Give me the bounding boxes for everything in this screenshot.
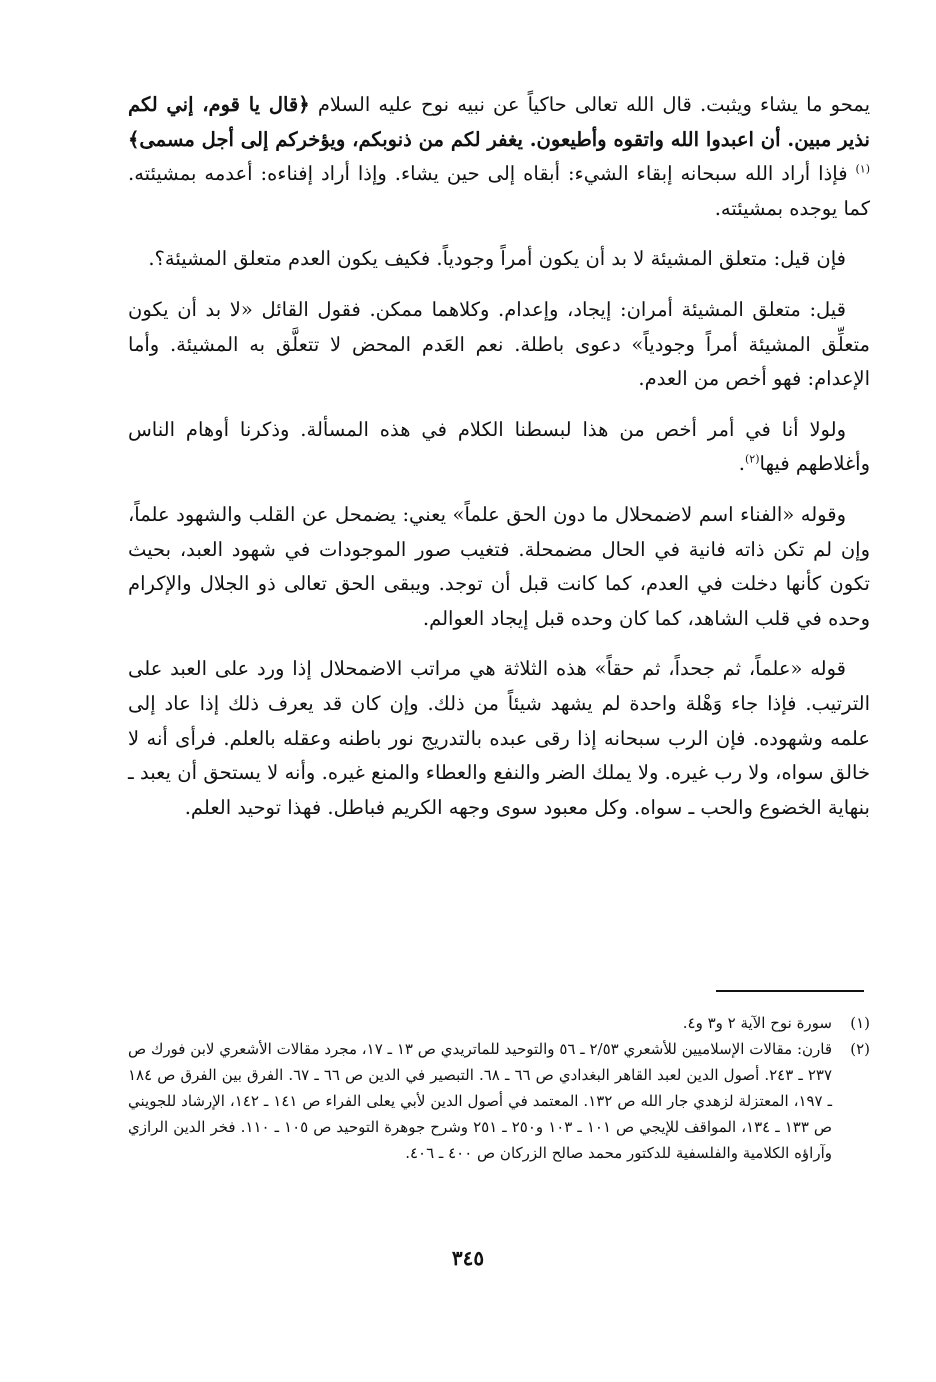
paragraph-1 <box>128 88 870 226</box>
paragraph-4-text-end: . <box>738 452 745 476</box>
page-number: ٣٤٥ <box>451 1246 485 1270</box>
paragraph-5-text: وقوله «الفناء اسم لاضمحلال ما دون الحق علماً» يعني: يضمحل عن القلب والشهود علماً، وإن لم تكن ذاته فانية في الحال مضمحلة. فتغيب صور الموجودات في شهود العبد، بحيث تكون كأنها دخلت في العدم، كما كانت قبل أن توجد. ويبقى الحق تعالى ذو الجلال والإكرام وحده في قلب الشاهد، كما كان وحده قبل إيجاد العوالم. <box>128 502 870 630</box>
paragraph-5 <box>128 498 870 636</box>
main-text-body <box>128 88 870 841</box>
paragraph-3 <box>128 293 870 397</box>
footnote-1 <box>128 1010 870 1036</box>
footnotes <box>128 1010 870 1166</box>
paragraph-6 <box>128 652 870 825</box>
paragraph-6-text: قوله «علماً، ثم جحداً، ثم حقاً» هذه الثلاثة هي مراتب الاضمحلال إذا ورد على العبد على الترتيب. فإذا جاء وَهْلة واحدة لم يشهد شيئاً من ذلك. وإن كان قد يعرف ذلك إذا عاد إلى علمه وشهوده. فإن الرب سبحانه إذا رقى عبده بالتدريج نور باطنه وعقله بالعلم. فرأى أنه لا خالق سواه، ولا رب غيره. ولا يملك الضر والنفع والعطاء والمنع غيره. وأنه لا يستحق أن يعبد ـ بنهاية الخضوع والحب ـ سواه. وكل معبود سوى وجهه الكريم فباطل. فهذا توحيد العلم. <box>128 657 870 819</box>
paragraph-2 <box>128 242 870 277</box>
footnote-separator <box>716 990 864 992</box>
paragraph-3-text: قيل: متعلق المشيئة أمران: إيجاد، وإعدام. وكلاهما ممكن. فقول القائل «لا بد أن يكون متعلِّق المشيئة أمراً وجودياً» دعوى باطلة. نعم العَدم المحض لا تتعلَّق به المشيئة. وأما الإعدام: فهو أخص من العدم. <box>128 297 870 391</box>
footnote-ref-1: (١) <box>855 162 870 176</box>
quran-verse: ﴿قال يا قوم، إني لكم نذير مبين. أن اعبدوا الله واتقوه وأطيعون. يغفر لكم من ذنوبكم، ويؤخركم إلى أجل مسمى﴾ <box>128 93 870 151</box>
footnote-2-text: قارن: مقالات الإسلاميين للأشعري ٢/٥٣ ـ ٥٦ والتوحيد للماتريدي ص ١٣ ـ ١٧، مجرد مقالات الأشعري لابن فورك ص ٢٣٧ ـ ٢٤٣. أصول الدين لعبد القاهر البغدادي ص ٦٦ ـ ٦٨. التبصير في الدين ص ٦٦ ـ ٦٧. الفرق بين الفرق ص ١٨٤ ـ ١٩٧، المعتزلة لزهدي جار الله ص ١٣٢. المعتمد في أصول الدين لأبي يعلى الفراء ص ١٤١ ـ ١٤٢، الإرشاد للجويني ص ١٣٣ ـ ١٣٤، المواقف للإيجي ص ١٠١ ـ ١٠٣ و٢٥٠ ـ ٢٥١ وشرح جوهرة التوحيد ص ١٠٥ ـ ١١٠. فخر الدين الرازي وآراؤه الكلامية والفلسفية للدكتور محمد صالح الزركان ص ٤٠٠ ـ ٤٠٦. <box>128 1040 833 1162</box>
paragraph-4 <box>128 413 870 482</box>
footnote-ref-2: (٢) <box>744 452 760 466</box>
footnote-1-number: (١) <box>850 1014 870 1032</box>
footnote-1-text: سورة نوح الآية ٢ و٣ و٤. <box>682 1014 832 1032</box>
footnote-2 <box>128 1036 870 1166</box>
paragraph-4-text: ولولا أنا في أمر أخص من هذا لبسطنا الكلام في هذه المسألة. وذكرنا أوهام الناس وأغلاطهم فيها <box>128 417 870 476</box>
paragraph-1-text: يمحو ما يشاء ويثبت. قال الله تعالى حاكياً عن نبيه نوح عليه السلام <box>309 93 870 116</box>
paragraph-2-text: فإن قيل: متعلق المشيئة لا بد أن يكون أمراً وجودياً. فكيف يكون العدم متعلق المشيئة؟. <box>148 247 846 271</box>
footnote-2-number: (٢) <box>850 1040 870 1058</box>
paragraph-1-text-continued: فإذا أراد الله سبحانه إبقاء الشيء: أبقاه إلى حين يشاء. وإذا أراد إفناءه: أعدمه بمشيئته. كما يوجده بمشيئته. <box>128 162 870 220</box>
